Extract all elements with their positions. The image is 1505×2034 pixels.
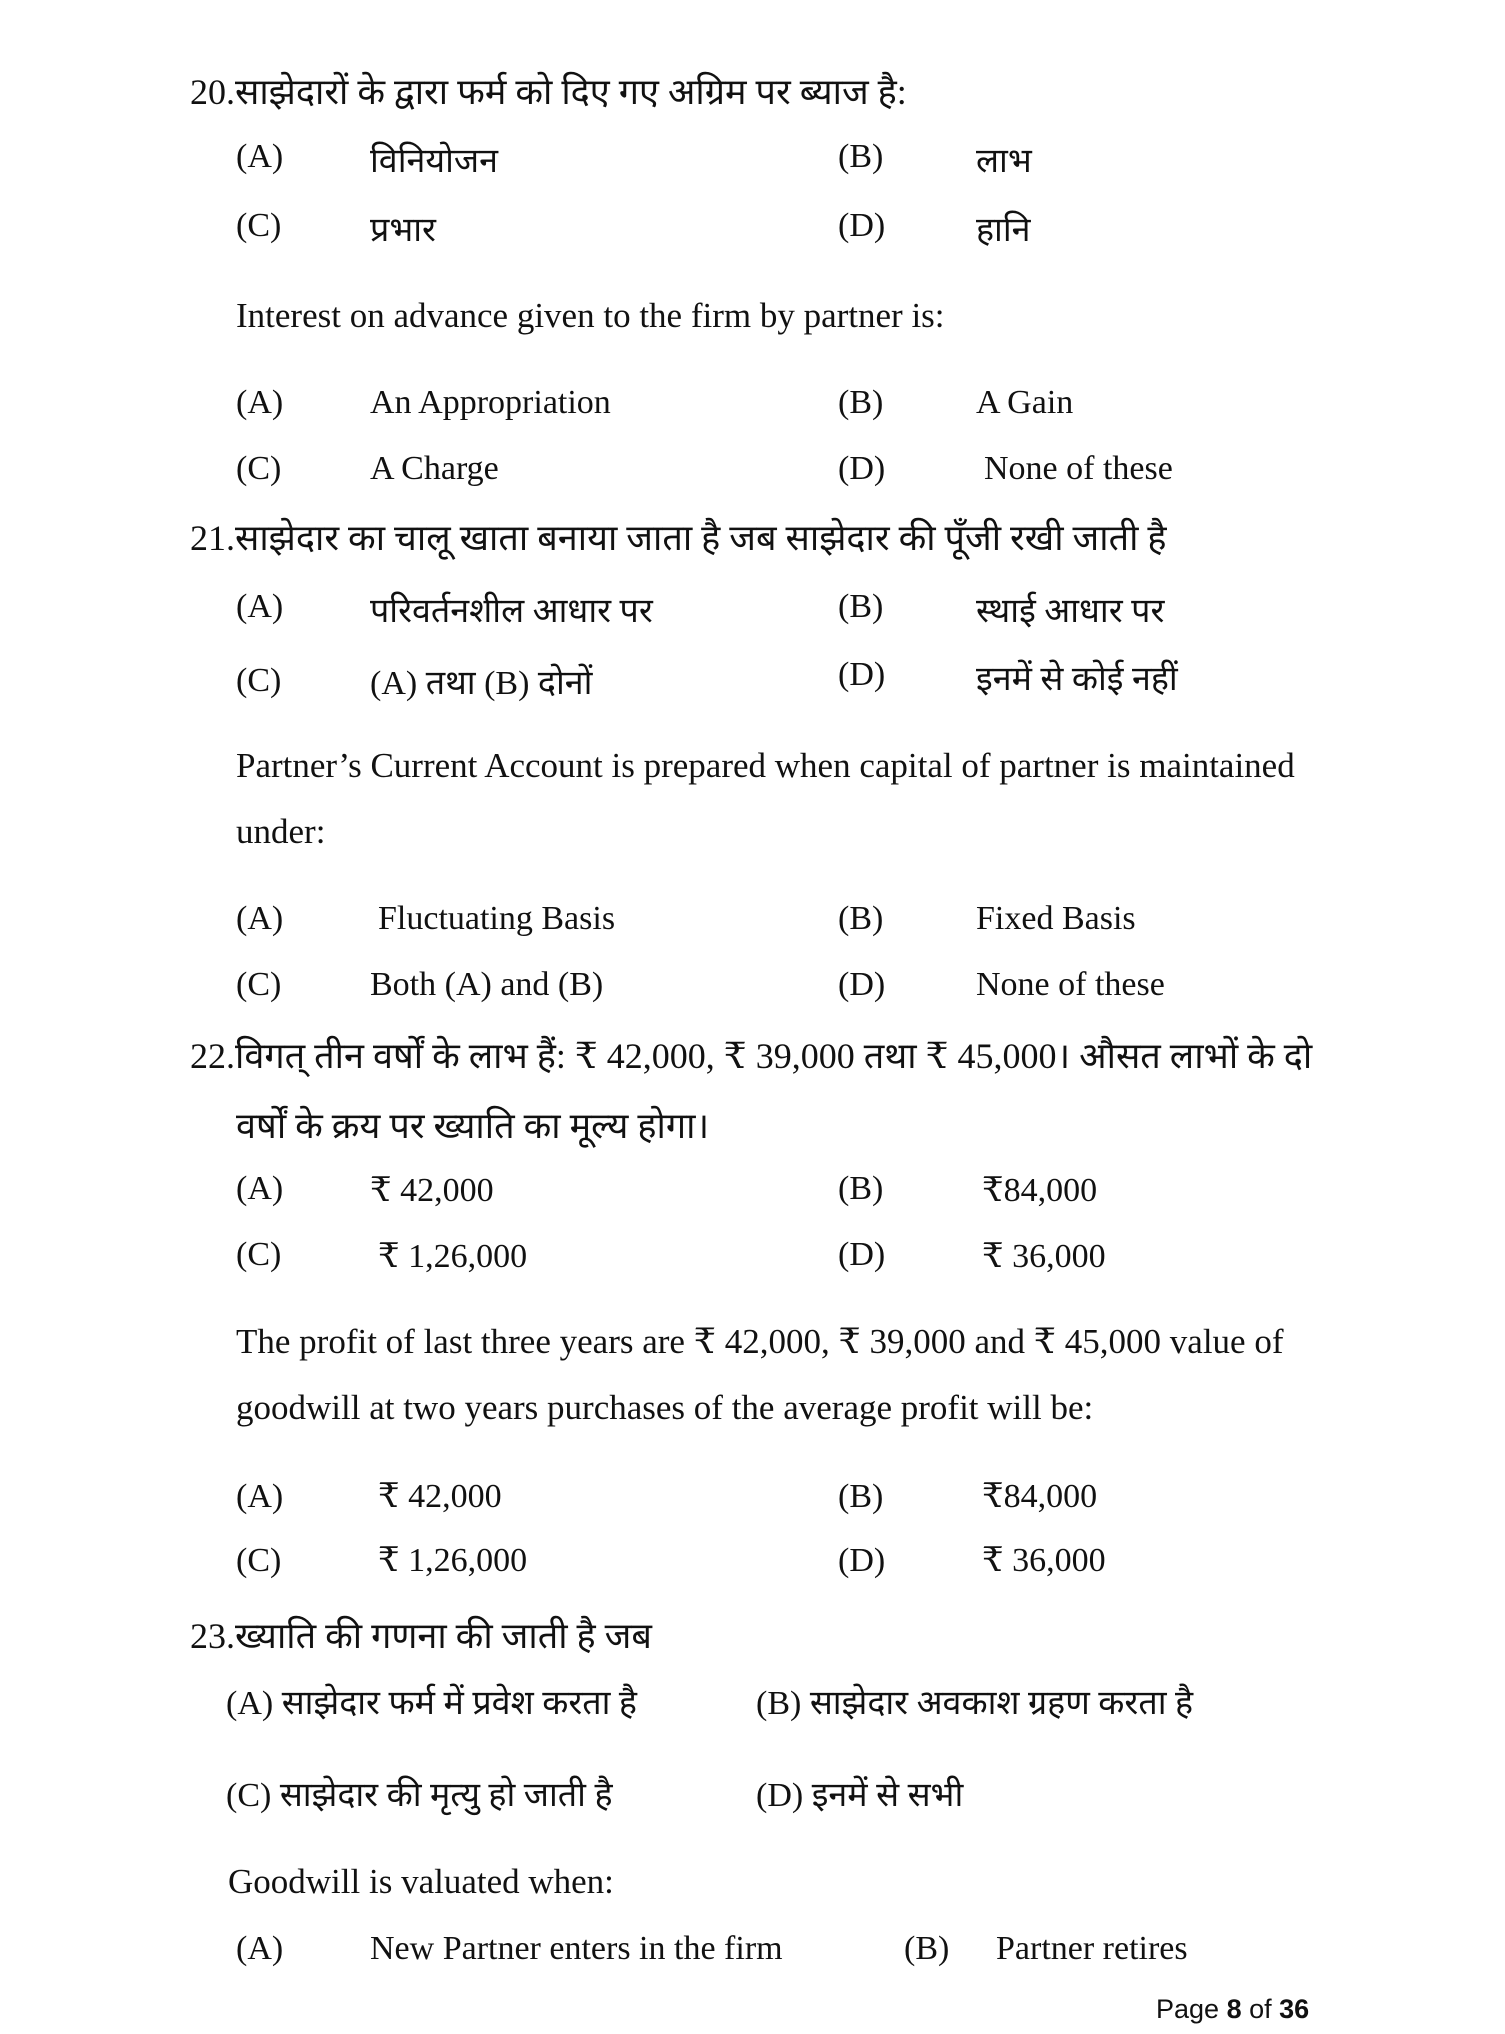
question-20-english: Interest on advance given to the firm by partner is: bbox=[236, 296, 945, 335]
q20-en-option-b: A Gain bbox=[976, 384, 1074, 421]
q23-en-option-b: Partner retires bbox=[996, 1930, 1188, 1967]
q22-en-option-b-key: (B) bbox=[838, 1478, 884, 1515]
q23-hi-option-a: (A) साझेदार फर्म में प्रवेश करता है bbox=[226, 1685, 637, 1722]
question-21-english-line-1: Partner’s Current Account is prepared when capital of partner is maintained bbox=[236, 746, 1295, 785]
question-23-english: Goodwill is valuated when: bbox=[228, 1862, 614, 1901]
q20-en-option-a: An Appropriation bbox=[370, 384, 611, 421]
question-22-english-line-1: The profit of last three years are ₹ 42,000, ₹ 39,000 and ₹ 45,000 value of bbox=[236, 1322, 1284, 1361]
q23-hi-option-b: (B) साझेदार अवकाश ग्रहण करता है bbox=[756, 1685, 1194, 1722]
q22-en-option-d-key: (D) bbox=[838, 1542, 886, 1579]
q22-en-option-b: ₹84,000 bbox=[982, 1478, 1098, 1515]
q23-en-option-a: New Partner enters in the firm bbox=[370, 1930, 783, 1967]
q23-en-option-a-key: (A) bbox=[236, 1930, 284, 1967]
q20-hi-option-c-key: (C) bbox=[236, 207, 282, 244]
q21-hi-option-d: इनमें से कोई नहीं bbox=[976, 661, 1178, 698]
q22-hi-option-c: ₹ 1,26,000 bbox=[378, 1238, 528, 1275]
question-23-hindi: 23.ख्याति की गणना की जाती है जब bbox=[190, 1616, 652, 1656]
q22-en-option-c-key: (C) bbox=[236, 1542, 282, 1579]
q22-hi-option-d-key: (D) bbox=[838, 1236, 886, 1273]
q21-en-option-a: Fluctuating Basis bbox=[378, 900, 616, 937]
q20-en-option-d-key: (D) bbox=[838, 450, 886, 487]
q21-en-option-c-key: (C) bbox=[236, 966, 282, 1003]
q20-en-option-b-key: (B) bbox=[838, 384, 884, 421]
q22-en-option-a: ₹ 42,000 bbox=[378, 1478, 502, 1515]
q20-hi-option-b: लाभ bbox=[976, 143, 1032, 180]
q20-en-option-a-key: (A) bbox=[236, 384, 284, 421]
question-21-english-line-2: under: bbox=[236, 812, 326, 851]
q21-hi-option-b: स्थाई आधार पर bbox=[976, 593, 1165, 630]
q20-hi-option-d: हानि bbox=[976, 212, 1031, 249]
q22-en-option-a-key: (A) bbox=[236, 1478, 284, 1515]
question-21-hindi: 21.साझेदार का चालू खाता बनाया जाता है जब साझेदार की पूँजी रखी जाती है bbox=[190, 518, 1167, 558]
question-22-hindi-line-2: वर्षों के क्रय पर ख्याति का मूल्य होगा। bbox=[236, 1106, 710, 1146]
q21-hi-option-c-key: (C) bbox=[236, 662, 282, 699]
question-20-hindi: 20.साझेदारों के द्वारा फर्म को दिए गए अग्रिम पर ब्याज है: bbox=[190, 72, 907, 112]
q21-en-option-d-key: (D) bbox=[838, 966, 886, 1003]
page-prefix: Page bbox=[1156, 1994, 1227, 2024]
q23-hi-option-c: (C) साझेदार की मृत्यु हो जाती है bbox=[226, 1777, 613, 1814]
q22-hi-option-a: ₹ 42,000 bbox=[370, 1172, 494, 1209]
q21-hi-option-d-key: (D) bbox=[838, 656, 886, 693]
q22-hi-option-a-key: (A) bbox=[236, 1170, 284, 1207]
q23-hi-option-d: (D) इनमें से सभी bbox=[756, 1777, 964, 1814]
q21-en-option-b: Fixed Basis bbox=[976, 900, 1136, 937]
q21-en-option-c: Both (A) and (B) bbox=[370, 966, 604, 1003]
q20-en-option-c: A Charge bbox=[370, 450, 499, 487]
q23-en-option-b-key: (B) bbox=[904, 1930, 950, 1967]
q21-en-option-b-key: (B) bbox=[838, 900, 884, 937]
page-total: 36 bbox=[1279, 1994, 1310, 2024]
q20-hi-option-b-key: (B) bbox=[838, 138, 884, 175]
q21-hi-option-a-key: (A) bbox=[236, 588, 284, 625]
question-22-english-line-2: goodwill at two years purchases of the average profit will be: bbox=[236, 1388, 1094, 1427]
q21-hi-option-c: (A) तथा (B) दोनों bbox=[370, 665, 593, 702]
q20-en-option-c-key: (C) bbox=[236, 450, 282, 487]
q21-hi-option-b-key: (B) bbox=[838, 588, 884, 625]
q20-hi-option-a: विनियोजन bbox=[370, 143, 499, 180]
q20-en-option-d: None of these bbox=[984, 450, 1173, 487]
page-middle: of bbox=[1241, 1994, 1280, 2024]
q20-hi-option-a-key: (A) bbox=[236, 138, 284, 175]
question-22-hindi-line-1: 22.विगत् तीन वर्षों के लाभ हैं: ₹ 42,000, ₹ 39,000 तथा ₹ 45,000। औसत लाभों के दो bbox=[190, 1036, 1313, 1076]
q22-hi-option-b-key: (B) bbox=[838, 1170, 884, 1207]
page-number bbox=[1156, 1994, 1309, 2025]
q21-en-option-d: None of these bbox=[976, 966, 1165, 1003]
q22-hi-option-c-key: (C) bbox=[236, 1236, 282, 1273]
q22-en-option-c: ₹ 1,26,000 bbox=[378, 1542, 528, 1579]
q22-hi-option-b: ₹84,000 bbox=[982, 1172, 1098, 1209]
q20-hi-option-c: प्रभार bbox=[370, 212, 436, 249]
q22-en-option-d: ₹ 36,000 bbox=[982, 1542, 1106, 1579]
q21-en-option-a-key: (A) bbox=[236, 900, 284, 937]
page-current: 8 bbox=[1226, 1994, 1242, 2024]
q22-hi-option-d: ₹ 36,000 bbox=[982, 1238, 1106, 1275]
q21-hi-option-a: परिवर्तनशील आधार पर bbox=[370, 593, 653, 630]
q20-hi-option-d-key: (D) bbox=[838, 207, 886, 244]
